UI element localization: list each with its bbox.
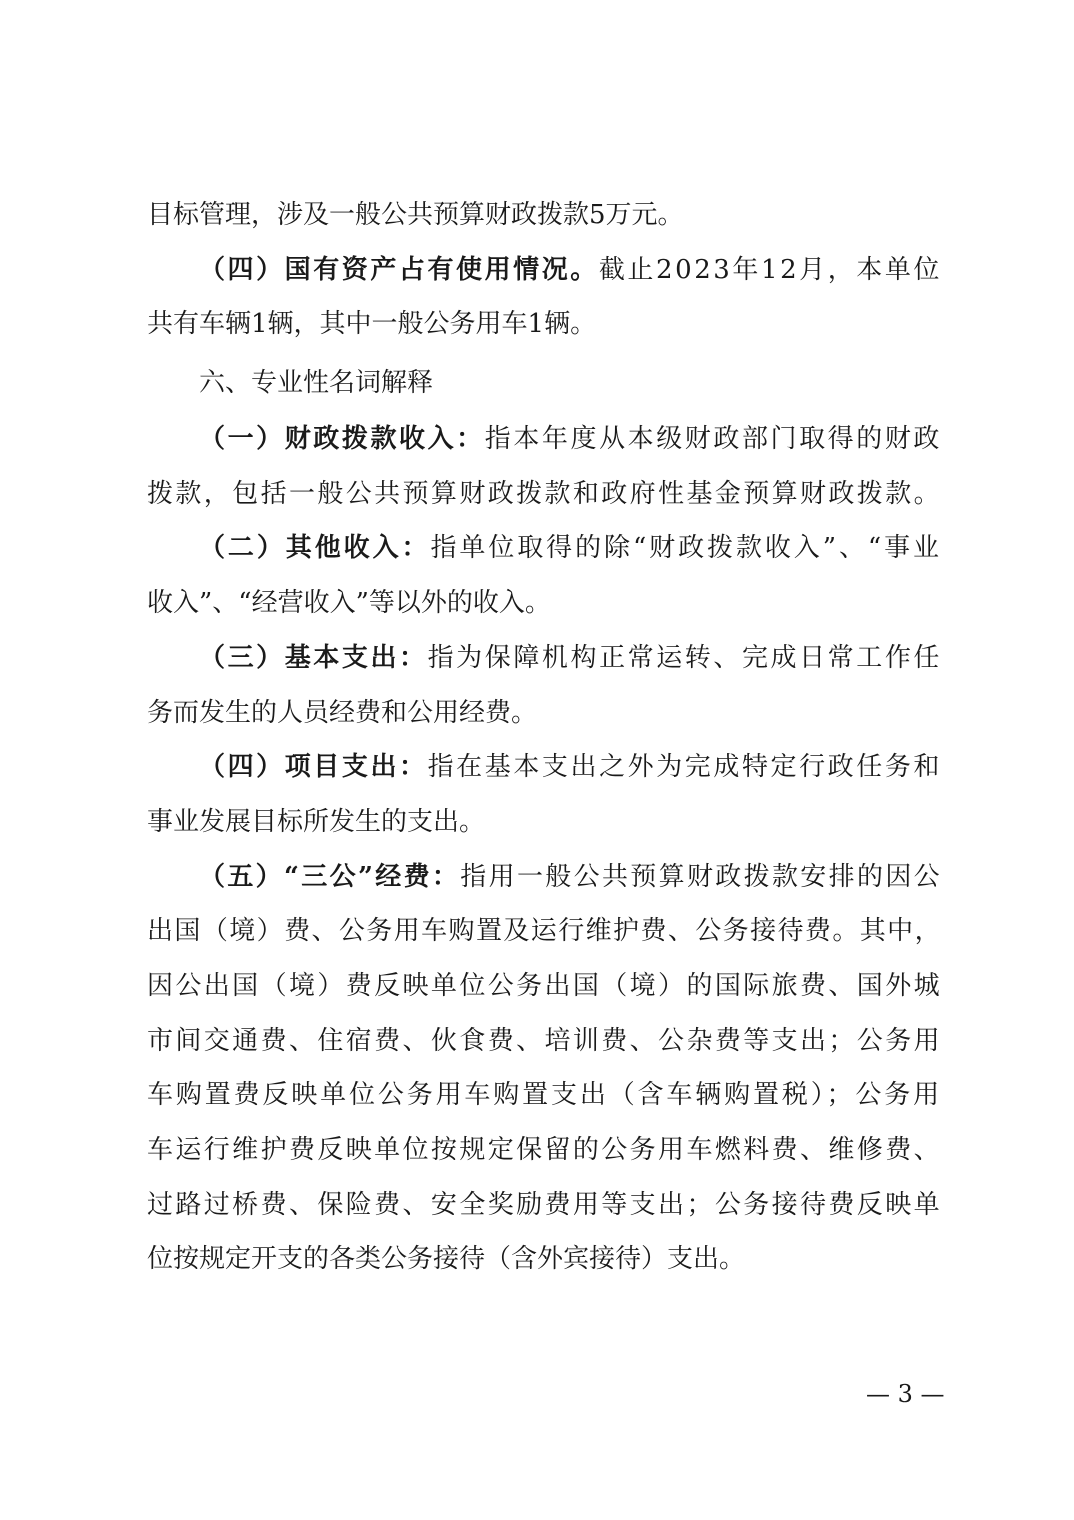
term-label: （四）国有资产占有使用情况。 — [199, 254, 599, 285]
paragraph — [147, 188, 942, 243]
line-text: 车运行维护费反映单位按规定保留的公务用车燃料费、维修费、 — [147, 1135, 942, 1165]
line-text: 截止2023年12月，本单位 — [598, 254, 942, 285]
line-text: 位按规定开支的各类公务接待（含外宾接待）支出。 — [147, 1244, 746, 1275]
term-label: （三）基本支出： — [199, 642, 428, 673]
text-line — [147, 740, 942, 795]
text-line — [147, 1178, 942, 1233]
line-text: 指为保障机构正常运转、完成日常工作任 — [427, 642, 942, 673]
line-text: 目标管理，涉及一般公共预算财政拨款5万元。 — [147, 200, 684, 230]
text-line — [147, 686, 942, 741]
line-text: 共有车辆1辆，其中一般公务用车1辆。 — [147, 309, 597, 340]
text-line — [147, 467, 942, 522]
line-text: 市间交通费、住宿费、伙食费、培训费、公杂费等支出；公务用 — [147, 1025, 942, 1056]
text-line — [147, 795, 942, 850]
line-text: 因公出国（境）费反映单位公务出国（境）的国际旅费、国外城 — [147, 970, 942, 1001]
line-text: 指本年度从本级财政部门取得的财政 — [484, 424, 942, 455]
page-number: — 3 — — [866, 1380, 945, 1408]
text-line — [147, 631, 942, 686]
line-text: 指用一般公共预算财政拨款安排的因公 — [460, 861, 942, 892]
text-line — [147, 576, 942, 631]
text-line — [147, 1232, 942, 1287]
paragraph — [147, 521, 942, 630]
line-text: 出国（境）费、公务用车购置及运行维护费、公务接待费。其中， — [147, 916, 942, 947]
line-text: 过路过桥费、保险费、安全奖励费用等支出；公务接待费反映单 — [147, 1189, 942, 1220]
text-line — [147, 297, 942, 352]
section-heading: 六、专业性名词解释 — [199, 368, 434, 399]
paragraph — [147, 412, 942, 521]
line-text: 拨款，包括一般公共预算财政拨款和政府性基金预算财政拨款。 — [147, 478, 942, 509]
text-line — [147, 412, 942, 467]
line-text: 车购置费反映单位公务用车购置支出（含车辆购置税）；公务用 — [147, 1080, 942, 1111]
document-body — [147, 188, 942, 1287]
text-line — [147, 521, 942, 576]
text-line — [147, 188, 942, 243]
text-line — [147, 1068, 942, 1123]
paragraph — [147, 850, 942, 1288]
term-label: （二）其他收入： — [199, 533, 431, 564]
line-text: 指单位取得的除“财政拨款收入”、“事业 — [430, 533, 942, 564]
term-label: （五）“三公”经费： — [199, 861, 461, 892]
text-line — [147, 1014, 942, 1069]
term-label: （一）财政拨款收入： — [199, 424, 485, 455]
line-text: 指在基本支出之外为完成特定行政任务和 — [427, 752, 942, 783]
text-line — [147, 1123, 942, 1178]
paragraph — [147, 243, 942, 352]
text-line — [147, 243, 942, 298]
text-line — [147, 850, 942, 905]
term-label: （四）项目支出： — [199, 752, 428, 783]
line-text: 事业发展目标所发生的支出。 — [147, 806, 486, 837]
paragraph — [147, 740, 942, 849]
line-text: 收入”、“经营收入”等以外的收入。 — [147, 588, 551, 619]
paragraph — [147, 631, 942, 740]
text-line — [147, 959, 942, 1014]
text-line — [147, 904, 942, 959]
line-text: 务而发生的人员经费和公用经费。 — [147, 697, 538, 728]
